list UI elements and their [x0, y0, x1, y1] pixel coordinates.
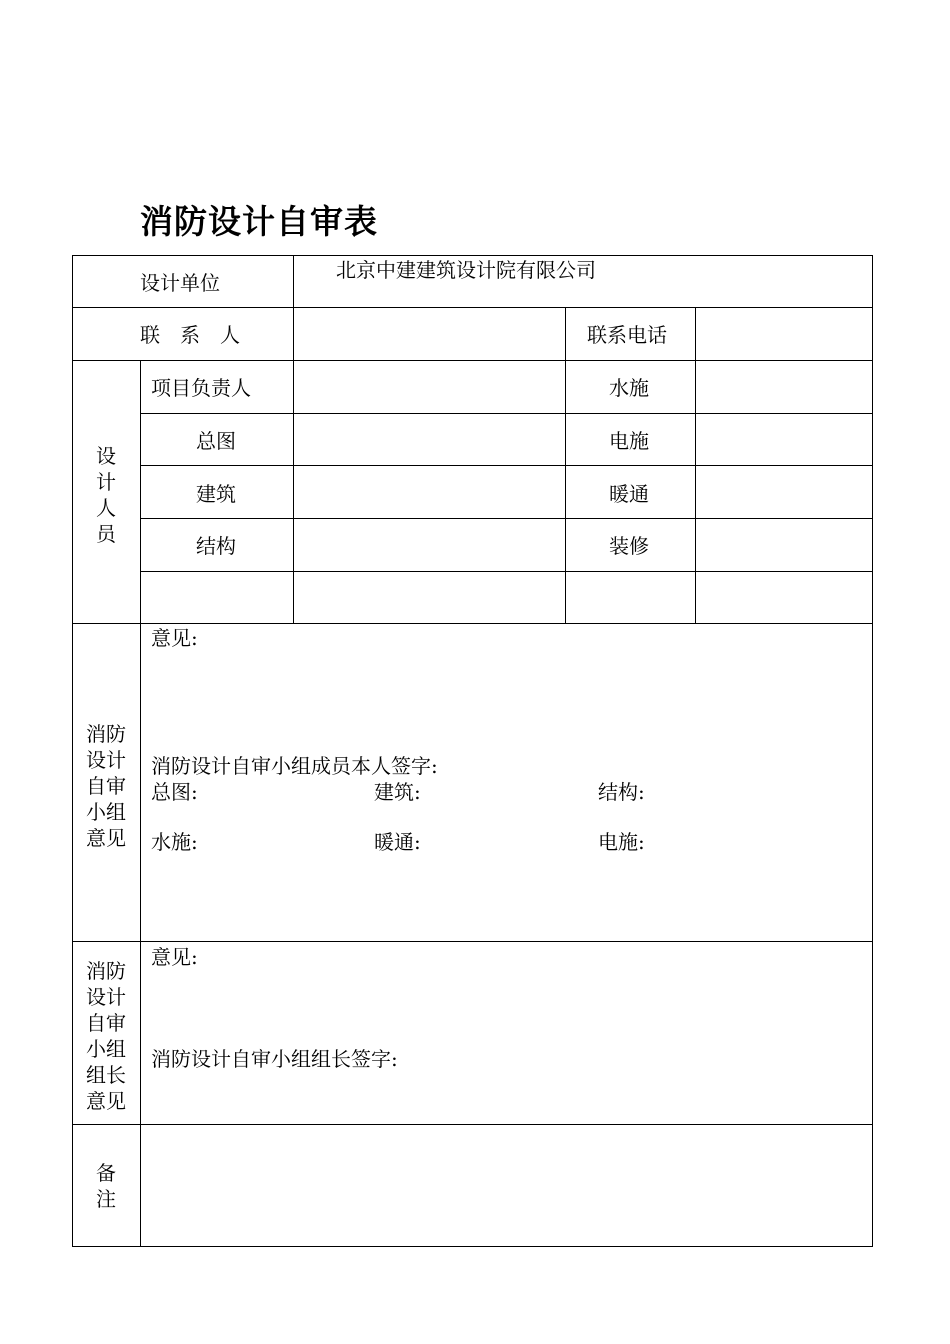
row-divider	[72, 623, 873, 624]
designer-right-label: 暖通	[609, 482, 649, 506]
signer-dianshi[interactable]: 电施:	[598, 830, 645, 854]
designer-left-label: 结构	[196, 534, 236, 558]
section-label-char: 设	[96, 444, 116, 468]
section-label-char: 员	[96, 522, 116, 546]
signer-shuishi[interactable]: 水施:	[151, 830, 198, 854]
section-label-line: 自审	[86, 1011, 126, 1035]
design-unit-label: 设计单位	[140, 271, 220, 295]
signer-nuantong[interactable]: 暖通:	[374, 830, 421, 854]
section-label-char: 注	[96, 1187, 116, 1211]
table-border-right	[872, 255, 873, 1247]
section-label-line: 小组	[86, 800, 126, 824]
designer-right-label: 装修	[609, 534, 649, 558]
signer-zongtu[interactable]: 总图:	[151, 780, 198, 804]
designer-left-label: 项目负责人	[151, 376, 251, 400]
table-border-top	[72, 255, 873, 256]
designers-section-label	[92, 443, 120, 547]
group-opinion-label: 意见:	[151, 626, 198, 650]
row-divider	[72, 360, 873, 361]
section-label-char: 备	[96, 1161, 116, 1185]
row-divider	[140, 571, 873, 572]
designer-left-label: 建筑	[196, 482, 236, 506]
section-label-line: 意见	[86, 826, 126, 850]
section-label-line: 消防	[86, 959, 126, 983]
table-border-bottom	[72, 1246, 873, 1247]
section-label-line: 意见	[86, 1089, 126, 1113]
signer-jiegou[interactable]: 结构:	[598, 780, 645, 804]
row-divider	[72, 307, 873, 308]
section-label-line: 设计	[86, 985, 126, 1009]
contact-phone-label: 联系电话	[587, 323, 667, 347]
row-divider	[72, 941, 873, 942]
group-opinion-section-label	[82, 721, 130, 851]
section-label-line: 消防	[86, 722, 126, 746]
row-divider	[140, 518, 873, 519]
section-label-line: 组长	[86, 1063, 126, 1087]
contact-label: 联 系 人	[140, 323, 240, 347]
section-label-char: 人	[96, 496, 116, 520]
col-divider	[695, 307, 696, 623]
leader-opinion-label: 意见:	[151, 945, 198, 969]
row-divider	[140, 465, 873, 466]
section-label-line: 设计	[86, 748, 126, 772]
section-label-char: 计	[96, 470, 116, 494]
designer-right-label: 电施	[609, 429, 649, 453]
page-title: 消防设计自审表	[140, 202, 378, 241]
leader-opinion-section-label	[82, 958, 130, 1114]
designer-right-label: 水施	[609, 376, 649, 400]
col-divider	[140, 360, 141, 1247]
leader-sign-prompt: 消防设计自审小组组长签字:	[151, 1047, 398, 1071]
remarks-section-label	[92, 1160, 120, 1212]
design-unit-value[interactable]: 北京中建建筑设计院有限公司	[336, 258, 596, 282]
section-label-line: 自审	[86, 774, 126, 798]
group-sign-prompt: 消防设计自审小组成员本人签字:	[151, 754, 438, 778]
designer-left-label: 总图	[196, 429, 236, 453]
signer-jianzhu[interactable]: 建筑:	[374, 780, 421, 804]
col-divider	[565, 307, 566, 623]
remarks-input-area[interactable]	[141, 1125, 872, 1246]
table-border-left	[72, 255, 73, 1247]
section-label-line: 小组	[86, 1037, 126, 1061]
row-divider	[140, 413, 873, 414]
col-divider	[293, 255, 294, 623]
